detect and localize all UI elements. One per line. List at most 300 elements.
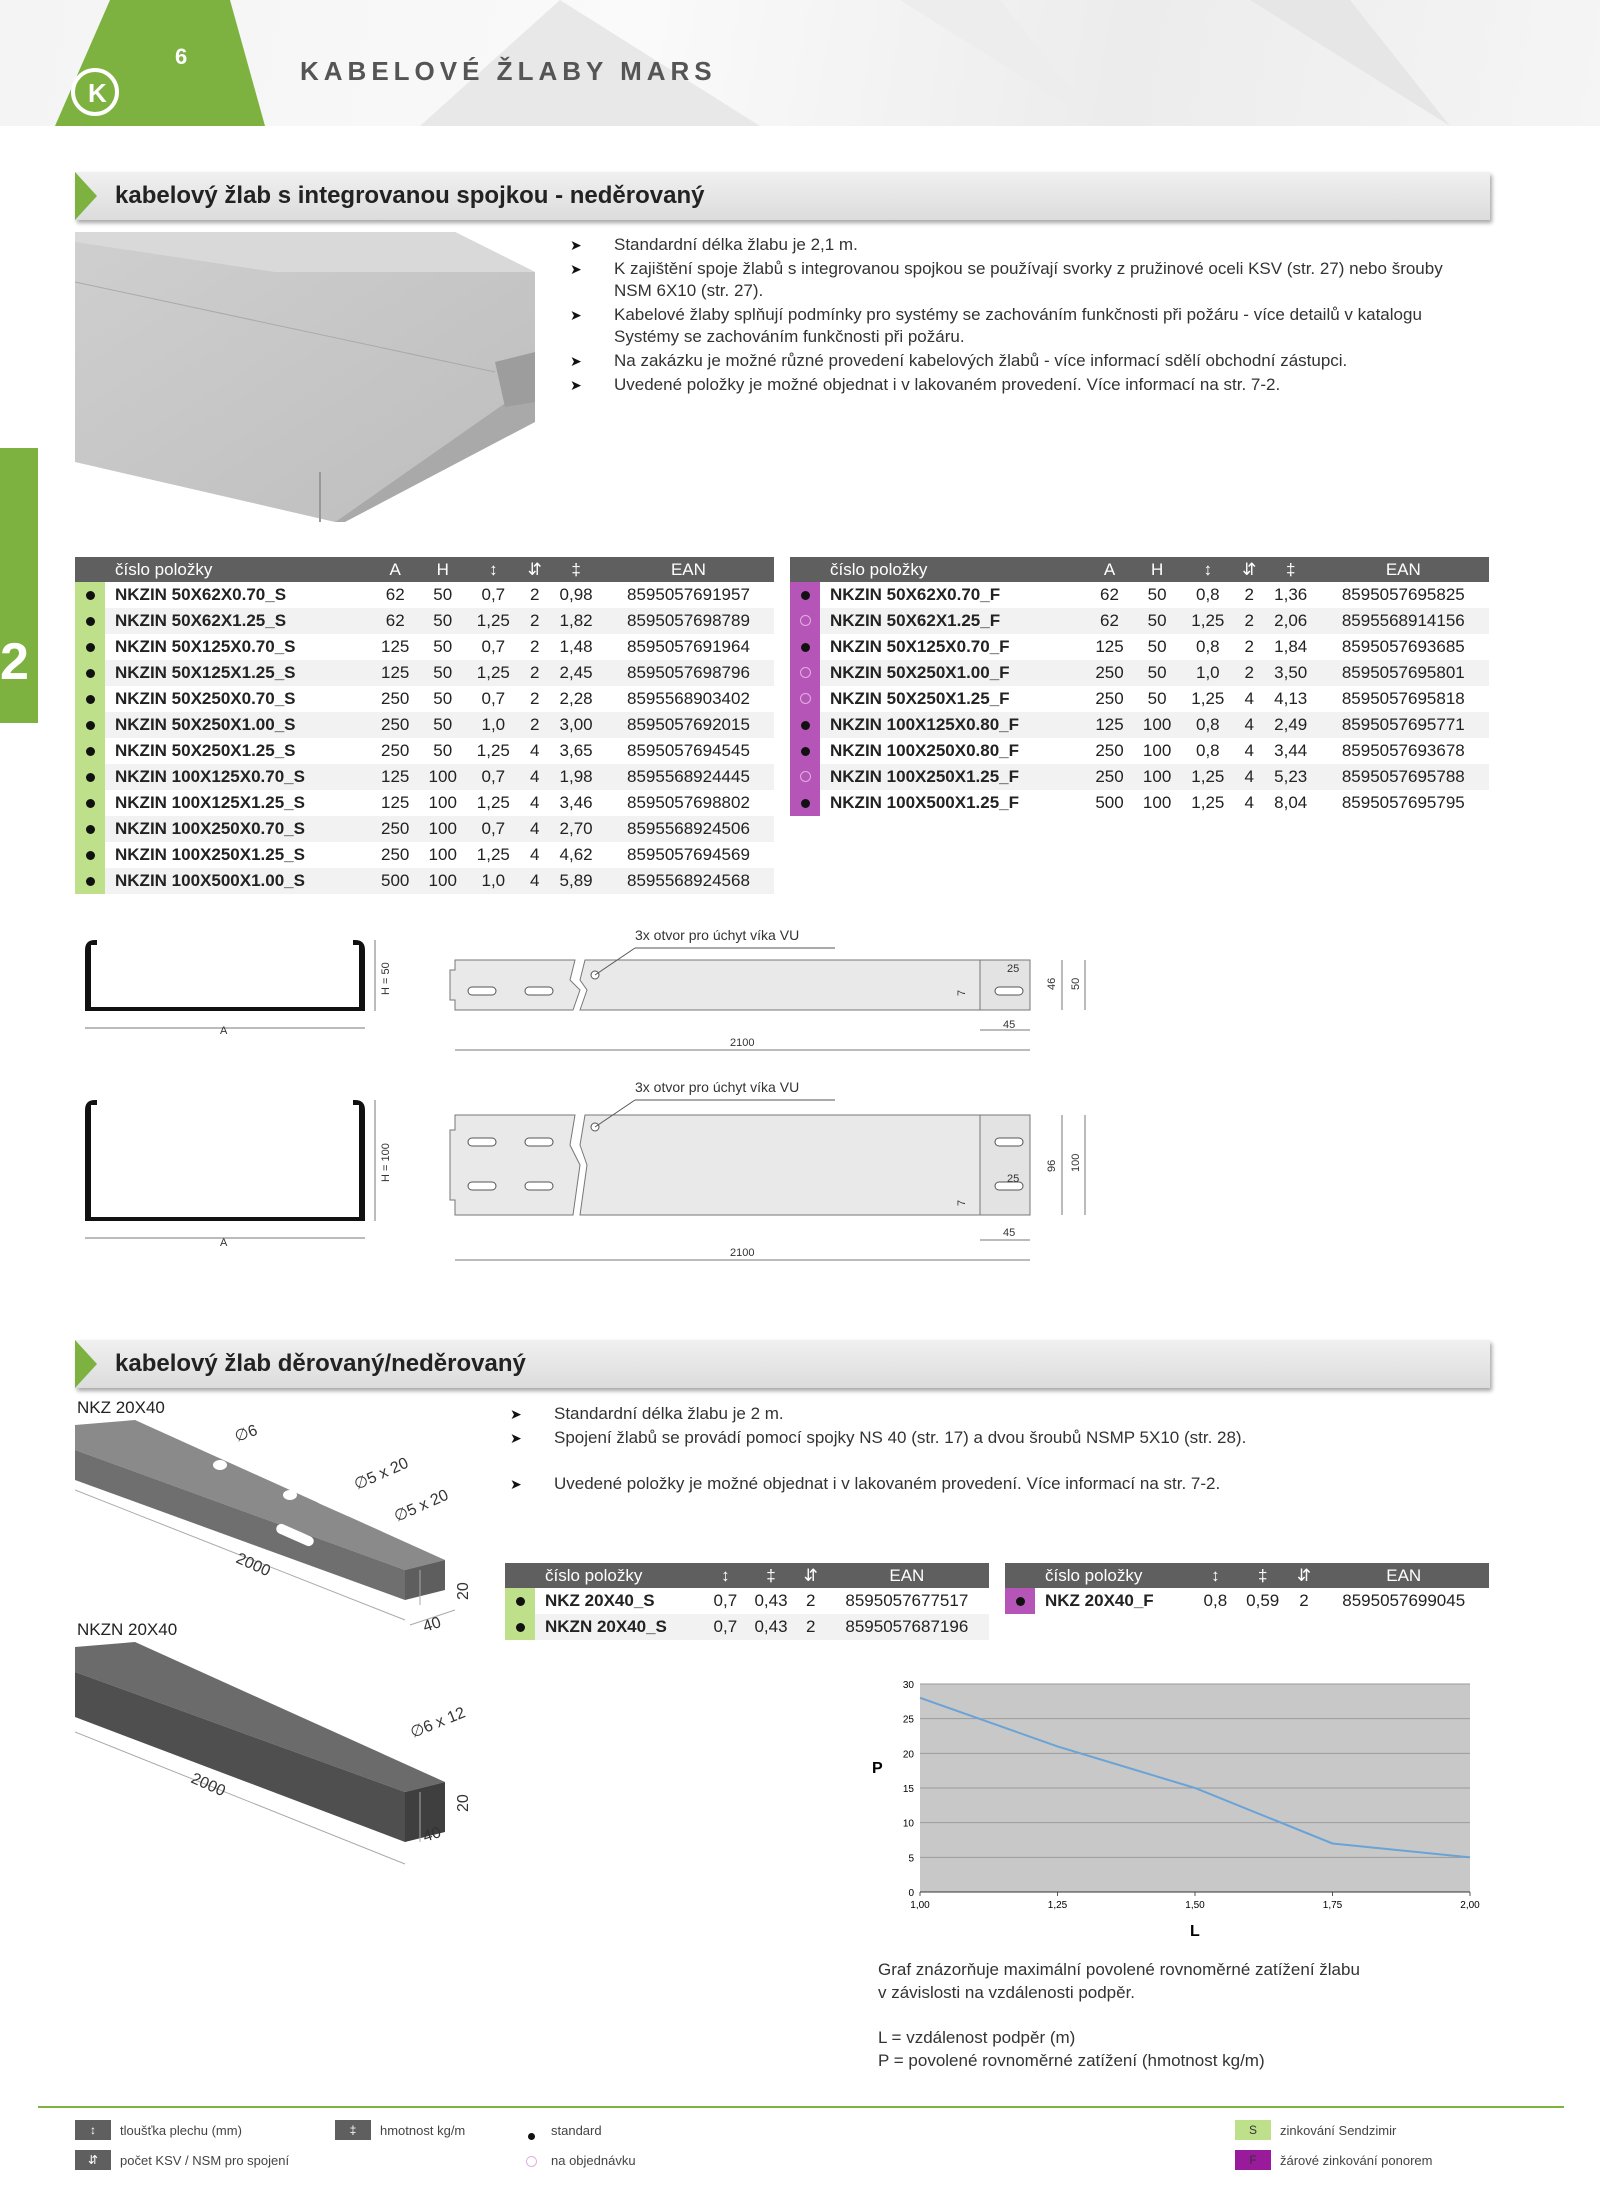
cell-value: 2 [520, 608, 549, 634]
item-code: NKZIN 50X125X0.70_F [820, 634, 1086, 660]
bullet-item: ➤ Uvedené položky je možné objednat i v lakovaném provedení. Více informací na str. 7-2. [570, 374, 1470, 396]
table-row [505, 1588, 989, 1614]
cell-value: 0,8 [1181, 582, 1235, 608]
standard-dot-icon [528, 2127, 535, 2145]
dim-20-nkz: 20 [455, 1582, 472, 1600]
cell-value: 500 [1086, 790, 1134, 816]
dim-2100-1: 2100 [730, 1037, 755, 1049]
chart-y-tick-label: 10 [902, 1818, 914, 1830]
chart-y-ticks [903, 1680, 915, 1899]
cell-value: 1,25 [466, 608, 520, 634]
availability-marker [75, 738, 105, 764]
item-code: NKZIN 50X250X1.25_F [820, 686, 1086, 712]
section-arrow-icon [75, 1340, 97, 1388]
availability-marker [75, 634, 105, 660]
table-row [75, 738, 774, 764]
cell-value: 125 [1086, 712, 1134, 738]
cell-value: 0,7 [466, 816, 520, 842]
standard-dot-icon [801, 591, 810, 600]
chart-y-tick-label: 5 [908, 1853, 914, 1865]
dim-7-1: 7 [956, 989, 968, 996]
standard-dot-icon [801, 747, 810, 756]
cell-value: 100 [1133, 738, 1181, 764]
cell-value: 0,43 [745, 1588, 797, 1614]
availability-marker [75, 712, 105, 738]
cell-value: 2 [520, 712, 549, 738]
table-row [790, 582, 1489, 608]
section1-title: kabelový žlab s integrovanou spojkou - neděrovaný [115, 182, 705, 209]
f-badge: F [1235, 2150, 1271, 2170]
table-row [75, 764, 774, 790]
legend-weight: hmotnost kg/m [380, 2123, 466, 2138]
availability-marker [790, 764, 820, 790]
availability-marker [75, 842, 105, 868]
cell-value: 50 [1133, 582, 1181, 608]
table-row [790, 790, 1489, 816]
cell-value: 8595057694569 [603, 842, 774, 868]
cell-value: 8595057693685 [1318, 634, 1489, 660]
item-code: NKZIN 100X250X0.80_F [820, 738, 1086, 764]
table-row [790, 738, 1489, 764]
cell-value: 62 [1086, 608, 1134, 634]
cell-value: 2 [1235, 582, 1264, 608]
cell-value: 1,25 [466, 790, 520, 816]
dim-d6x12-nkzn: ∅6 x 12 [408, 1704, 468, 1742]
item-code: NKZIN 50X125X1.25_S [105, 660, 371, 686]
cell-value: 250 [371, 738, 419, 764]
standard-dot-icon [86, 773, 95, 782]
cell-value: 2 [520, 686, 549, 712]
cell-value: 2 [1235, 660, 1264, 686]
dim-2000-nkzn: 2000 [188, 1770, 228, 1801]
count-icon: ⇵ [75, 2150, 111, 2170]
legend-standard: standard [551, 2123, 602, 2138]
chart-x-ticks [910, 1892, 1480, 1911]
table-row [1005, 1588, 1489, 1614]
cell-value: 3,44 [1264, 738, 1318, 764]
cell-value: 0,7 [466, 686, 520, 712]
cell-value: 8595057691964 [603, 634, 774, 660]
legend-s: zinkování Sendzimir [1280, 2123, 1397, 2138]
product-label-nkz: NKZ 20X40 [77, 1398, 165, 1417]
cell-value: 8595057695771 [1318, 712, 1489, 738]
cell-value: 8595057698796 [603, 660, 774, 686]
cell-value: 1,0 [466, 712, 520, 738]
cell-value: 50 [1133, 686, 1181, 712]
cell-value: 0,7 [466, 634, 520, 660]
availability-marker [790, 634, 820, 660]
cell-value: 8595568914156 [1318, 608, 1489, 634]
cell-value: 0,7 [466, 764, 520, 790]
cell-value: 8595057694545 [603, 738, 774, 764]
item-code: NKZIN 50X250X1.00_F [820, 660, 1086, 686]
product-image-nkzn [75, 1642, 495, 1872]
standard-dot-icon [86, 851, 95, 860]
table-row [790, 712, 1489, 738]
order-clock-icon [800, 667, 811, 678]
cell-value: 1,98 [549, 764, 603, 790]
section-arrow-icon [75, 172, 97, 220]
cell-value: 50 [419, 738, 467, 764]
cell-value: 8595057699045 [1318, 1588, 1489, 1614]
section1-table-right: číslo položky A H ↕ ⇵ ‡ EAN NKZIN 50X62X0.70_F 62 50 0,8 2 1,36 8595057695825 NKZIN 50X62X1.25_F 62 50 1,25 2 2,06 8595568914156 NKZIN 50X125X0.70_F 125 50 0,8 2 1,84 8595057693685 NKZIN 50X250X1.00_F 250 50 1,0 2 3,50 8595057695801 NKZIN 50X250X1.25_F 250 50 1,25 4 4,13 8595057695818 NKZIN 100X125X0.80_F 125 100 0,8 4 2,49 8595057695771 NKZIN 100X250X0.80_F 250 100 0,8 4 3,44 8595057693678 NKZIN 100X250X1.25_F 250 100 1,25 4 5,23 8595057695788 NKZIN 100X500X1.25_F 500 100 1,25 4 8,04 8595057695795 [790, 557, 1489, 816]
cell-value: 100 [419, 764, 467, 790]
availability-marker [790, 582, 820, 608]
item-code: NKZIN 50X62X0.70_S [105, 582, 371, 608]
chart-y-tick-label: 0 [908, 1888, 914, 1899]
header-decoration [0, 0, 1600, 126]
cell-value: 100 [1133, 712, 1181, 738]
availability-marker [505, 1614, 535, 1640]
table-row [75, 816, 774, 842]
cell-value: 1,0 [1181, 660, 1235, 686]
legend-count: počet KSV / NSM pro spojení [120, 2153, 290, 2168]
item-code: NKZ 20X40_S [535, 1588, 706, 1614]
cell-value: 50 [419, 634, 467, 660]
order-clock-icon [800, 615, 811, 626]
chart-y-tick-label: 20 [902, 1749, 914, 1761]
item-code: NKZIN 50X62X0.70_F [820, 582, 1086, 608]
cell-value: 2 [1235, 608, 1264, 634]
cell-value: 2,28 [549, 686, 603, 712]
standard-dot-icon [86, 617, 95, 626]
dim-d6-nkz: ∅6 [232, 1421, 260, 1446]
cell-value: 250 [371, 816, 419, 842]
item-code: NKZIN 50X250X1.00_S [105, 712, 371, 738]
dim-40-nkz: 40 [420, 1614, 444, 1636]
cell-value: 62 [1086, 582, 1134, 608]
availability-marker [75, 816, 105, 842]
cell-value: 1,36 [1264, 582, 1318, 608]
dim-45-2: 45 [1003, 1227, 1016, 1239]
cell-value: 4 [1235, 738, 1264, 764]
cell-value: 8595057695801 [1318, 660, 1489, 686]
cell-value: 3,50 [1264, 660, 1318, 686]
cell-value: 1,25 [466, 842, 520, 868]
cell-value: 8595057691957 [603, 582, 774, 608]
cell-value: 2 [1289, 1588, 1318, 1614]
cell-value: 5,23 [1264, 764, 1318, 790]
cell-value: 4 [1235, 686, 1264, 712]
cell-value: 8595057692015 [603, 712, 774, 738]
availability-marker [75, 660, 105, 686]
cell-value: 4 [520, 790, 549, 816]
dim-a1: A [220, 1025, 228, 1037]
bullet-item: ➤ Spojení žlabů se provádí pomocí spojky NS 40 (str. 17) a dvou šroubů NSMP 5X10 (str. 28). [510, 1427, 1460, 1449]
cell-value: 125 [371, 634, 419, 660]
cell-value: 0,8 [1181, 634, 1235, 660]
section1-bullets [570, 234, 1470, 398]
standard-dot-icon [86, 643, 95, 652]
cell-value: 3,65 [549, 738, 603, 764]
cell-value: 250 [1086, 738, 1134, 764]
cell-value: 1,25 [1181, 790, 1235, 816]
table-row [75, 790, 774, 816]
legend-order: na objednávku [551, 2153, 636, 2168]
cell-value: 100 [419, 842, 467, 868]
item-code: NKZN 20X40_S [535, 1614, 706, 1640]
cell-value: 4 [520, 738, 549, 764]
caption-line: L = vzdálenost podpěr (m) [878, 2028, 1076, 2047]
table-row [790, 634, 1489, 660]
cell-value: 0,59 [1236, 1588, 1290, 1614]
cell-value: 250 [1086, 764, 1134, 790]
cell-value: 8595057695788 [1318, 764, 1489, 790]
cell-value: 50 [419, 712, 467, 738]
cell-value: 8595568924445 [603, 764, 774, 790]
dim-100-2: 100 [1070, 1153, 1082, 1172]
legend-f: žárové zinkování ponorem [1280, 2153, 1433, 2168]
standard-dot-icon [86, 669, 95, 678]
section1-table-left: číslo položky A H ↕ ⇵ ‡ EAN NKZIN 50X62X0.70_S 62 50 0,7 2 0,98 8595057691957 NKZIN 50X62X1.25_S 62 50 1,25 2 1,82 8595057698789 NKZIN 50X125X0.70_S 125 50 0,7 2 1,48 8595057691964 NKZIN 50X125X1.25_S 125 50 1,25 2 2,45 8595057698796 NKZIN 50X250X0.70_S 250 50 0,7 2 2,28 8595568903402 NKZIN 50X250X1.00_S 250 50 1,0 2 3,00 8595057692015 NKZIN 50X250X1.25_S 250 50 1,25 4 3,65 8595057694545 NKZIN 100X125X0.70_S 125 100 0,7 4 1,98 8595568924445 NKZIN 100X125X1.25_S 125 100 1,25 4 3,46 8595057698802 NKZIN 100X250X0.70_S 250 100 0,7 4 2,70 8595568924506 NKZIN 100X250X1.25_S 250 100 1,25 4 4,62 8595057694569 NKZIN 100X500X1.00_S 500 100 1,0 4 5,89 8595568924568 [75, 557, 774, 894]
table-row [75, 842, 774, 868]
s-badge: S [1235, 2120, 1271, 2140]
availability-marker [790, 712, 820, 738]
cell-value: 0,43 [745, 1614, 797, 1640]
load-chart [860, 1670, 1480, 1940]
cell-value: 62 [371, 582, 419, 608]
table-row [75, 608, 774, 634]
availability-marker [790, 686, 820, 712]
availability-marker [75, 582, 105, 608]
availability-marker [75, 608, 105, 634]
standard-dot-icon [86, 591, 95, 600]
availability-marker [790, 660, 820, 686]
cell-value: 0,8 [1195, 1588, 1236, 1614]
cell-value: 8595057695825 [1318, 582, 1489, 608]
standard-dot-icon [86, 721, 95, 730]
availability-marker [505, 1588, 535, 1614]
dim-2000-nkz: 2000 [233, 1550, 273, 1581]
legend-thickness: tloušťka plechu (mm) [120, 2123, 242, 2138]
cell-value: 125 [371, 790, 419, 816]
cell-value: 62 [371, 608, 419, 634]
bullet-item: ➤ Standardní délka žlabu je 2 m. [510, 1403, 1460, 1425]
table-row [790, 764, 1489, 790]
chart-y-tick-label: 30 [902, 1680, 914, 1691]
cell-value: 100 [419, 816, 467, 842]
cell-value: 2 [797, 1588, 825, 1614]
availability-marker [1005, 1588, 1035, 1614]
table-row [75, 686, 774, 712]
chart-x-tick-label: 1,00 [910, 1900, 930, 1911]
dim-7-2: 7 [956, 1199, 968, 1206]
bullet-item: ➤ Kabelové žlaby splňují podmínky pro systémy se zachováním funkčnosti při požáru - více detailů v katalogu Systémy se zachováním funkčnosti při požáru. [570, 304, 1470, 348]
dim-20-nkzn: 20 [455, 1794, 472, 1812]
bullet-item: ➤ Standardní délka žlabu je 2,1 m. [570, 234, 1470, 256]
table-row [505, 1614, 989, 1640]
cell-value: 8595057698789 [603, 608, 774, 634]
cell-value: 0,98 [549, 582, 603, 608]
availability-marker [75, 868, 105, 894]
dim-a2: A [220, 1237, 228, 1249]
cell-value: 50 [419, 608, 467, 634]
hole-note-1: 3x otvor pro úchyt víka VU [635, 927, 800, 943]
cell-value: 125 [371, 764, 419, 790]
page-title: KABELOVÉ ŽLABY MARS [300, 56, 717, 86]
cell-value: 2,49 [1264, 712, 1318, 738]
cell-value: 8595057693678 [1318, 738, 1489, 764]
bullet-item: ➤ Uvedené položky je možné objednat i v lakovaném provedení. Více informací na str. 7-2. [510, 1473, 1460, 1495]
table-row [75, 582, 774, 608]
item-code: NKZIN 50X250X1.25_S [105, 738, 371, 764]
order-clock-icon [800, 771, 811, 782]
dim-25-2: 25 [1007, 1173, 1020, 1185]
cell-value: 0,7 [706, 1614, 746, 1640]
standard-dot-icon [86, 695, 95, 704]
item-code: NKZIN 100X250X1.25_S [105, 842, 371, 868]
cell-value: 0,8 [1181, 712, 1235, 738]
cell-value: 250 [371, 842, 419, 868]
chart-y-tick-label: 25 [902, 1714, 914, 1726]
standard-dot-icon [801, 799, 810, 808]
chart-x-tick-label: 2,00 [1460, 1900, 1480, 1911]
standard-dot-icon [86, 799, 95, 808]
cell-value: 8,04 [1264, 790, 1318, 816]
order-clock-icon [526, 2154, 537, 2172]
cell-value: 4,13 [1264, 686, 1318, 712]
cell-value: 50 [419, 686, 467, 712]
cell-value: 4 [1235, 764, 1264, 790]
cell-value: 4 [520, 816, 549, 842]
weight-icon: ‡ [335, 2120, 371, 2140]
cell-value: 250 [371, 712, 419, 738]
dim-h50: H = 50 [380, 962, 392, 995]
standard-dot-icon [86, 825, 95, 834]
caption-line: P = povolené rovnoměrné zatížení (hmotnost kg/m) [878, 2051, 1265, 2070]
availability-marker [75, 790, 105, 816]
product-image-nkz [75, 1420, 495, 1650]
item-code: NKZIN 100X125X0.70_S [105, 764, 371, 790]
section2-table-left: číslo položky ↕ ‡ ⇵ EAN NKZ 20X40_S 0,7 0,43 2 8595057677517 NKZN 20X40_S 0,7 0,43 2 8595057687196 [505, 1563, 989, 1640]
chart-ylabel: P [872, 1760, 883, 1777]
table-row [75, 712, 774, 738]
cell-value: 100 [419, 790, 467, 816]
cell-value: 8595568924506 [603, 816, 774, 842]
item-code: NKZIN 50X62X1.25_F [820, 608, 1086, 634]
dim-96-2: 96 [1046, 1159, 1058, 1172]
page-number-tab [55, 0, 265, 126]
standard-dot-icon [516, 1623, 525, 1632]
item-code: NKZIN 100X125X1.25_S [105, 790, 371, 816]
standard-dot-icon [801, 721, 810, 730]
table-row [790, 608, 1489, 634]
cell-value: 250 [1086, 660, 1134, 686]
section2-header [75, 1340, 1490, 1388]
standard-dot-icon [86, 877, 95, 886]
cell-value: 5,89 [549, 868, 603, 894]
availability-marker [75, 764, 105, 790]
cell-value: 8595057677517 [825, 1588, 989, 1614]
item-code: NKZIN 100X125X0.80_F [820, 712, 1086, 738]
dim-50-1: 50 [1070, 977, 1082, 990]
cell-value: 2 [520, 660, 549, 686]
dim-46-1: 46 [1046, 977, 1058, 990]
availability-marker [790, 790, 820, 816]
cell-value: 2,06 [1264, 608, 1318, 634]
dim-45-1: 45 [1003, 1019, 1016, 1031]
cell-value: 125 [1086, 634, 1134, 660]
cell-value: 1,25 [1181, 608, 1235, 634]
standard-dot-icon [801, 643, 810, 652]
cell-value: 8595568903402 [603, 686, 774, 712]
item-code: NKZIN 50X62X1.25_S [105, 608, 371, 634]
cell-value: 8595057695818 [1318, 686, 1489, 712]
availability-marker [790, 738, 820, 764]
cell-value: 4,62 [549, 842, 603, 868]
cell-value: 1,25 [1181, 686, 1235, 712]
cell-value: 100 [1133, 764, 1181, 790]
cell-value: 250 [371, 686, 419, 712]
cell-value: 250 [1086, 686, 1134, 712]
cell-value: 50 [419, 660, 467, 686]
product-label-nkzn: NKZN 20X40 [77, 1620, 178, 1639]
cell-value: 50 [1133, 608, 1181, 634]
standard-dot-icon [86, 747, 95, 756]
cell-value: 500 [371, 868, 419, 894]
section2-title: kabelový žlab děrovaný/neděrovaný [115, 1350, 526, 1377]
dim-h100: H = 100 [380, 1143, 392, 1182]
chart-xlabel: L [1190, 1923, 1200, 1940]
cell-value: 8595057695795 [1318, 790, 1489, 816]
cell-value: 1,0 [466, 868, 520, 894]
cell-value: 2 [1235, 634, 1264, 660]
cell-value: 0,7 [466, 582, 520, 608]
cell-value: 100 [419, 868, 467, 894]
standard-dot-icon [1016, 1597, 1025, 1606]
chart-x-tick-label: 1,25 [1047, 1900, 1068, 1911]
dim-d5x20b-nkz: ∅5 x 20 [391, 1486, 452, 1526]
technical-drawings [75, 920, 1115, 1280]
caption-line: Graf znázorňuje maximální povolené rovnoměrné zatížení žlabu [878, 1960, 1360, 1979]
cell-value: 4 [520, 842, 549, 868]
cell-value: 125 [371, 660, 419, 686]
item-code: NKZIN 100X500X1.25_F [820, 790, 1086, 816]
item-code: NKZIN 100X250X0.70_S [105, 816, 371, 842]
page-number: 6 [175, 44, 188, 69]
availability-marker [790, 608, 820, 634]
table-row [790, 660, 1489, 686]
chart-x-tick-label: 1,50 [1185, 1900, 1205, 1911]
availability-marker [75, 686, 105, 712]
dim-40-nkzn: 40 [420, 1824, 444, 1846]
thickness-icon: ↕ [75, 2120, 111, 2140]
caption-line: v závislosti na vzdálenosti podpěr. [878, 1983, 1136, 2002]
logo-letter: K [88, 78, 107, 108]
cell-value: 8595057687196 [825, 1614, 989, 1640]
standard-dot-icon [516, 1597, 525, 1606]
cell-value: 1,48 [549, 634, 603, 660]
hole-note-2: 3x otvor pro úchyt víka VU [635, 1079, 800, 1095]
dim-2100-2: 2100 [730, 1247, 755, 1259]
chart-x-tick-label: 1,75 [1322, 1900, 1343, 1911]
order-clock-icon [800, 693, 811, 704]
section1-header [75, 172, 1490, 220]
cell-value: 100 [1133, 790, 1181, 816]
cell-value: 8595057698802 [603, 790, 774, 816]
bullet-item: ➤ K zajištění spoje žlabů s integrovanou spojkou se používají svorky z pružinové oceli KSV (str. 27) nebo šrouby NSM 6X10 (str. 27). [570, 258, 1470, 302]
cell-value: 1,84 [1264, 634, 1318, 660]
cell-value: 0,8 [1181, 738, 1235, 764]
cell-value: 2,70 [549, 816, 603, 842]
item-code: NKZIN 100X500X1.00_S [105, 868, 371, 894]
item-code: NKZIN 50X125X0.70_S [105, 634, 371, 660]
cell-value: 3,00 [549, 712, 603, 738]
dim-25-1: 25 [1007, 963, 1020, 975]
cell-value: 1,25 [466, 660, 520, 686]
cell-value: 1,25 [466, 738, 520, 764]
table-row [75, 634, 774, 660]
